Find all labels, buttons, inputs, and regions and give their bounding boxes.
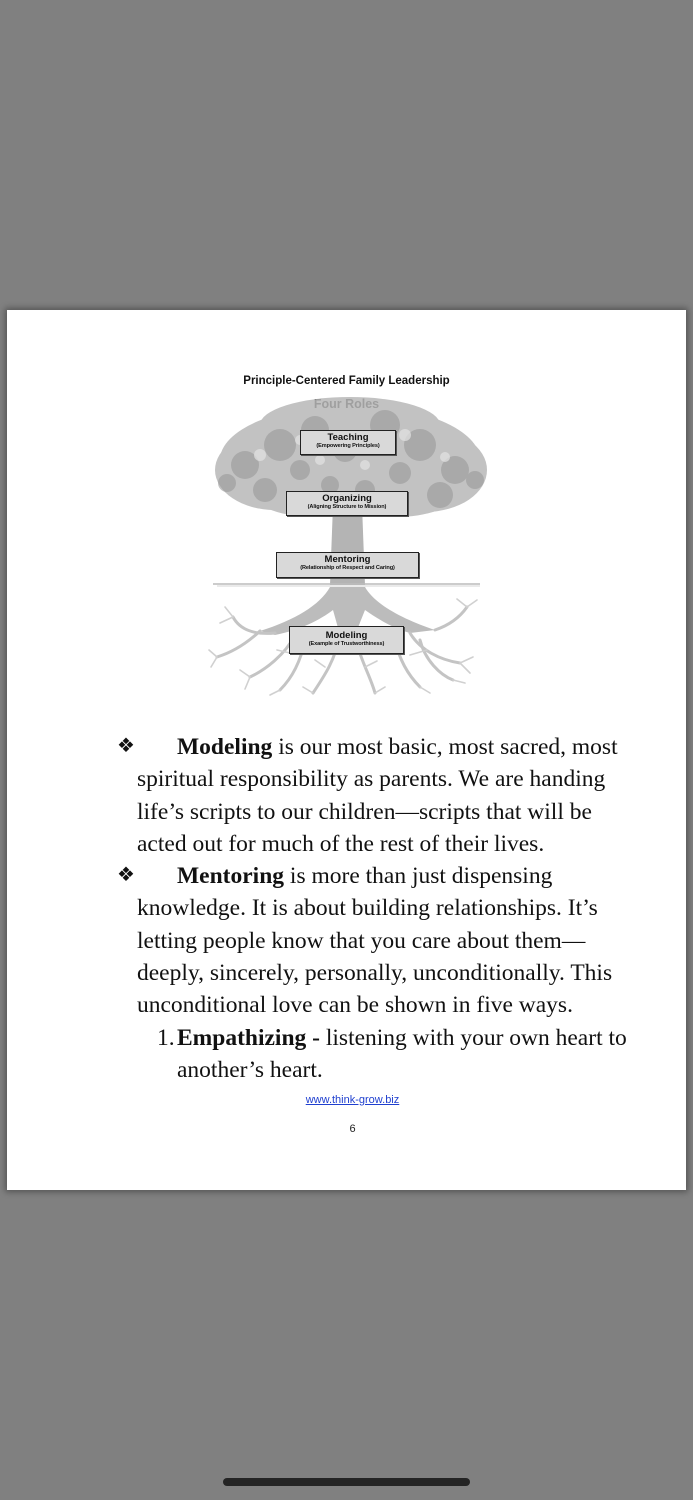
role-name: Teaching: [327, 432, 369, 443]
line-text: is more than just dispensing: [284, 863, 553, 889]
website-link[interactable]: www.think-grow.biz: [305, 1094, 400, 1106]
role-name: Modeling: [325, 630, 368, 641]
bullet-paragraph-modeling: [137, 731, 657, 860]
role-name: Mentoring: [324, 554, 371, 565]
paragraph-line: deeply, sincerely, personally, unconditionally. This: [137, 959, 613, 986]
role-box-teaching: [300, 430, 396, 455]
bullet-paragraph-mentoring: [137, 860, 657, 1021]
role-description: (Empowering Principles): [316, 443, 380, 449]
paragraph-line: [137, 860, 657, 892]
home-indicator[interactable]: [223, 1478, 470, 1486]
term-empathizing: Empathizing -: [177, 1025, 320, 1051]
figure-title: Principle-Centered Family Leadership: [243, 375, 450, 387]
paragraph-line: acted out for much of the rest of their lives.: [137, 830, 545, 857]
paragraph-line: unconditional love can be shown in five ways.: [137, 992, 573, 1019]
paragraph-line: letting people know that you care about them—: [137, 927, 586, 954]
numbered-line: [157, 1022, 657, 1054]
paragraph-line: spiritual responsibility as parents. We are handing: [137, 766, 606, 793]
item-number: 1.: [157, 1025, 175, 1051]
paragraph-line: life’s scripts to our children—scripts that will be: [137, 798, 592, 825]
tree-diagram: [205, 395, 495, 700]
role-name: Organizing: [322, 493, 372, 504]
bullet-diamond-icon: ❖: [117, 864, 135, 886]
role-description: (Aligning Structure to Mission): [307, 504, 387, 510]
bullet-diamond-icon: ❖: [117, 735, 135, 757]
page-number: 6: [349, 1123, 356, 1135]
role-box-organizing: [286, 491, 408, 516]
role-description: (Relationship of Respect and Caring): [300, 565, 395, 571]
line-text: is our most basic, most sacred, most: [272, 734, 618, 760]
numbered-item-empathizing: [157, 1022, 657, 1087]
line-text: listening with your own heart to: [319, 1025, 627, 1051]
term-mentoring: Mentoring: [177, 863, 285, 889]
numbered-line: another’s heart.: [177, 1057, 323, 1084]
role-box-modeling: [289, 626, 404, 654]
role-box-mentoring: [276, 552, 419, 578]
term-modeling: Modeling: [177, 734, 273, 760]
paragraph-line: knowledge. It is about building relationships. It’s: [137, 895, 598, 922]
role-description: (Example of Trustworthiness): [308, 641, 385, 647]
paragraph-line: [137, 731, 657, 763]
